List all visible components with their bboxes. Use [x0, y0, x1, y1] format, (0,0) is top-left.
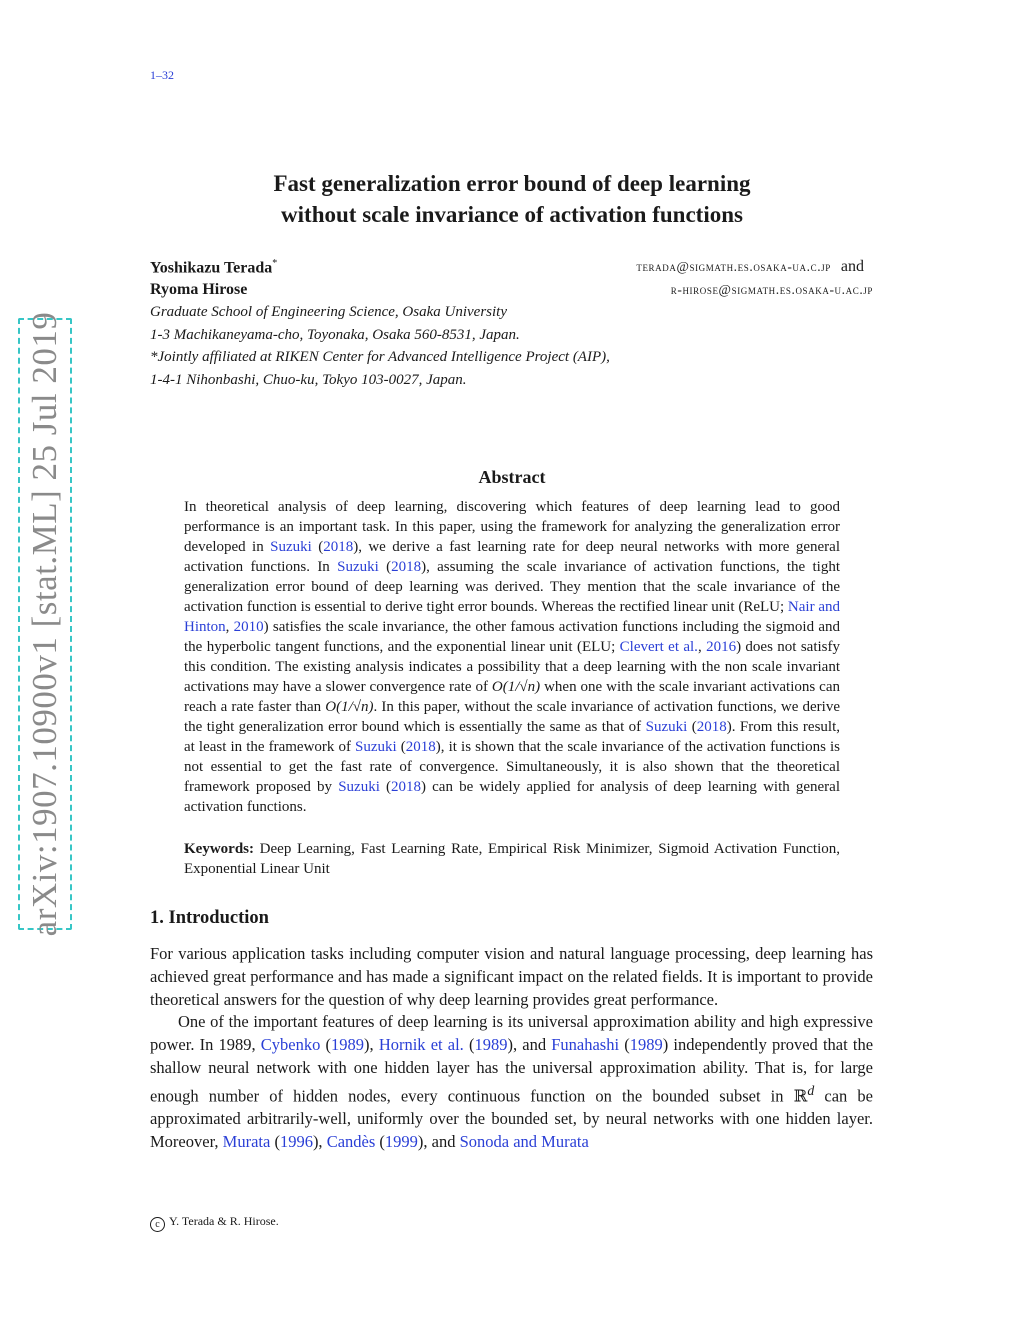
paragraph: One of the important features of deep learning is its universal approximation ability and high expressive power. In 1989, Cybenko (1989), Hornik et al. (1989), and Funahashi (1989) independently proved that the shallow neural network with one hidden layer has the universal approximation ability. That is, for large enough number of hidden nodes, every continuous function on the bounded subset in ℝ$^d$ can be approximated arbitrarily-well, uniformly over the bounded set, by neural networks with one hidden layer. Moreover, Murata (1996), Candès (1999), and Sonoda and Murata — [150, 1012, 874, 1151]
citation-year-link[interactable]: 1989 — [629, 1035, 663, 1055]
author-2 — [150, 281, 247, 299]
author-2-contact — [671, 281, 873, 299]
affiliation-line: Graduate School of Engineering Science, Osaka University — [150, 304, 507, 320]
citation-year-link[interactable]: 2018 — [323, 539, 354, 555]
author-1-name: Yoshikazu Terada — [150, 259, 273, 277]
author-1 — [150, 258, 277, 277]
arxiv-id[interactable]: arXiv:1907.10900v1 [stat.ML] 25 Jul 2019 — [25, 311, 64, 937]
title-line-2: without scale invariance of activation functions — [281, 202, 743, 227]
section-heading: 1. Introduction — [150, 908, 269, 928]
citation-year-link[interactable]: 1989 — [331, 1035, 365, 1055]
section-body — [150, 943, 873, 1154]
title-line-1: Fast generalization error bound of deep learning — [273, 171, 751, 196]
citation-link[interactable]: Candès — [326, 1131, 376, 1151]
math-rate: O(1/√n) — [325, 699, 374, 715]
affiliation-line: 1-3 Machikaneyama-cho, Toyonaka, Osaka 560-8531, Japan. — [150, 326, 520, 343]
citation-link[interactable]: Suzuki — [645, 719, 688, 735]
paper-title — [0, 168, 1024, 230]
author-2-email[interactable]: r-hirose@sigmath.es.osaka-u.ac.jp — [670, 282, 873, 297]
citation-year-link[interactable]: 2018 — [405, 739, 436, 755]
citation-year-link[interactable]: 2018 — [391, 559, 422, 575]
citation-link[interactable]: Hornik et al. — [378, 1035, 464, 1055]
copyright — [150, 1214, 279, 1232]
page-range: 1–32 — [150, 68, 174, 82]
author-conj: and — [840, 258, 864, 275]
author-2-name: Ryoma Hirose — [150, 281, 248, 298]
citation-year-link[interactable]: 2010 — [233, 619, 264, 635]
citation-link[interactable]: Suzuki — [337, 559, 379, 575]
math-reals: ℝ — [793, 1086, 808, 1106]
citation-link[interactable]: Suzuki — [270, 539, 312, 555]
citation-link[interactable]: Cybenko — [260, 1035, 321, 1055]
citation-year-link[interactable]: 2018 — [391, 779, 422, 795]
citation-year-link[interactable]: 1996 — [279, 1131, 313, 1151]
citation-link[interactable]: Nair and Hinton — [184, 599, 840, 635]
abstract-body: In theoretical analysis of deep learning, discovering which features of deep learning lead to good performance is an important task. In this paper, using the framework for analyzing the generalization error developed in Suzuki (2018), we derive a fast learning rate for deep neural networks with more general activation functions. In Suzuki (2018), assuming the scale invariance of activation functions, the tight generalization error bound of deep learning was derived. They mention that the scale invariance of the activation function is essential to derive tight error bounds. Whereas the rectified linear unit (ReLU; Nair and Hinton, 2010) satisfies the scale invariance, the other famous activation functions including the sigmoid and the hyperbolic tangent functions, and the exponential linear unit (ELU; Clevert et al., 2016) does not satisfy this condition. The existing analysis indicates a possibility that a deep learning with the non scale invariant activations may have a slower convergence rate of O(1/√n) when one with the scale invariant activations can reach a rate faster than O(1/√n). In this paper, without the scale invariance of activation functions, we derive the tight generalization error bound which is essentially the same as that of Suzuki (2018). From this result, at least in the framework of Suzuki (2018), it is shown that the scale invariance of the activation functions is not essential to get the fast rate of convergence. Simultaneously, it is also shown that the theoretical framework proposed by Suzuki (2018) can be widely applied for analysis of deep learning with general activation functions. — [184, 499, 841, 815]
paragraph: For various application tasks including computer vision and natural language processing, deep learning has achieved great performance and has made a significant impact on the related fields. It is important to provide theoretical answers for the question of why deep learning provides great performance. — [150, 944, 873, 1009]
citation-year-link[interactable]: 1999 — [384, 1131, 418, 1151]
keywords-text: Deep Learning, Fast Learning Rate, Empirical Risk Minimizer, Sigmoid Activation Function, Exponential Linear Unit — [184, 841, 840, 877]
keywords — [184, 839, 840, 879]
abstract-heading: Abstract — [478, 467, 546, 487]
citation-link[interactable]: Sonoda and Murata — [459, 1131, 589, 1151]
citation-year-link[interactable]: 2018 — [696, 719, 727, 735]
affiliation-line: *Jointly affiliated at RIKEN Center for Advanced Intelligence Project (AIP), — [150, 349, 610, 365]
author-1-mark: * — [272, 258, 278, 269]
citation-link[interactable]: Suzuki — [338, 779, 380, 795]
affiliations — [150, 301, 610, 391]
citation-link[interactable]: Clevert et al. — [619, 639, 698, 655]
author-1-contact — [636, 258, 864, 276]
copyright-icon: c — [150, 1217, 165, 1232]
math-superscript: d — [807, 1082, 815, 1098]
citation-link[interactable]: Murata — [222, 1131, 271, 1151]
affiliation-line: 1-4-1 Nihonbashi, Chuo-ku, Tokyo 103-0027, Japan. — [150, 371, 467, 388]
citation-year-link[interactable]: 2016 — [706, 639, 737, 655]
citation-link[interactable]: Suzuki — [355, 739, 397, 755]
author-1-email[interactable]: terada@sigmath.es.osaka-ua.c.jp — [636, 259, 831, 274]
keywords-label: Keywords: — [184, 841, 254, 857]
citation-year-link[interactable]: 1989 — [474, 1035, 508, 1055]
citation-link[interactable]: Funahashi — [551, 1035, 620, 1055]
arxiv-stamp[interactable] — [18, 311, 72, 937]
math-rate: O(1/√n) — [491, 679, 541, 695]
copyright-text: Y. Terada & R. Hirose. — [169, 1214, 279, 1228]
